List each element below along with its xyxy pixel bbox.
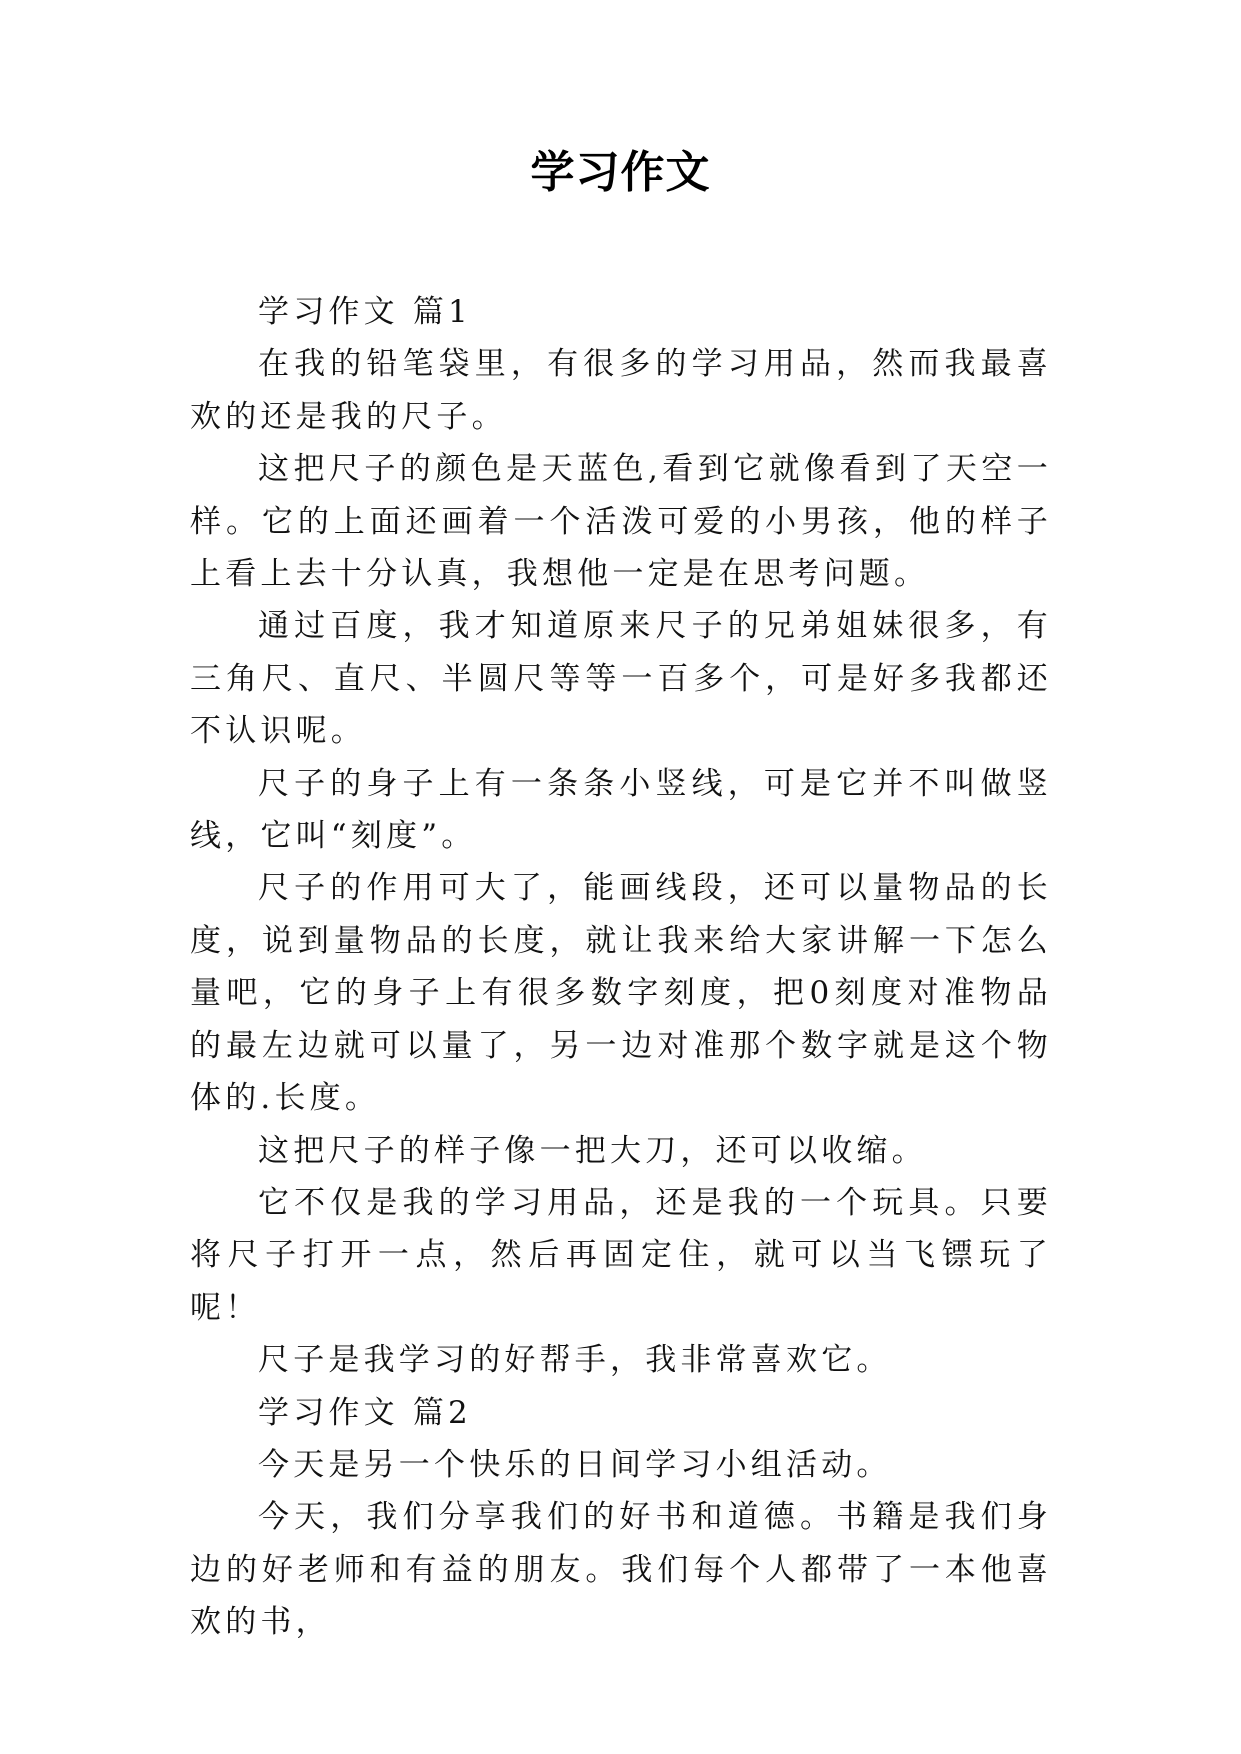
paragraph: 今天，我们分享我们的好书和道德。书籍是我们身边的好老师和有益的朋友。我们每个人都带了一本他喜欢的书， (190, 1499, 1052, 1641)
section-heading-1: 学习作文 篇1 (258, 294, 472, 330)
section-heading-2: 学习作文 篇2 (258, 1394, 472, 1431)
paragraph: 尺子是我学习的好帮手，我非常喜欢它。 (258, 1342, 892, 1379)
paragraph: 这把尺子的颜色是天蓝色,看到它就像看到了天空一样。它的上面还画着一个活泼可爱的小男孩，他的样子上看上去十分认真，我想他一定是在思考问题。 (190, 451, 1052, 593)
paragraph: 通过百度，我才知道原来尺子的兄弟姐妹很多，有三角尺、直尺、半圆尺等等一百多个，可是好多我都还不认识呢。 (190, 608, 1052, 750)
paragraph: 在我的铅笔袋里，有很多的学习用品，然而我最喜欢的还是我的尺子。 (190, 346, 1052, 435)
paragraph: 它不仅是我的学习用品，还是我的一个玩具。只要将尺子打开一点，然后再固定住，就可以当飞镖玩了呢！ (190, 1184, 1052, 1326)
paragraph: 今天是另一个快乐的日间学习小组活动。 (258, 1446, 892, 1483)
paragraph: 尺子的作用可大了，能画线段，还可以量物品的长度，说到量物品的长度，就让我来给大家讲解一下怎么量吧，它的身子上有很多数字刻度，把0刻度对准物品的最左边就可以量了，另一边对准那个数字就是这个物体的.长度。 (190, 870, 1052, 1117)
document-body (190, 286, 1052, 1649)
document-title: 学习作文 (530, 147, 711, 198)
paragraph: 尺子的身子上有一条条小竖线，可是它并不叫做竖线，它叫“刻度”。 (190, 765, 1052, 855)
paragraph: 这把尺子的样子像一把大刀，还可以收缩。 (258, 1132, 927, 1169)
